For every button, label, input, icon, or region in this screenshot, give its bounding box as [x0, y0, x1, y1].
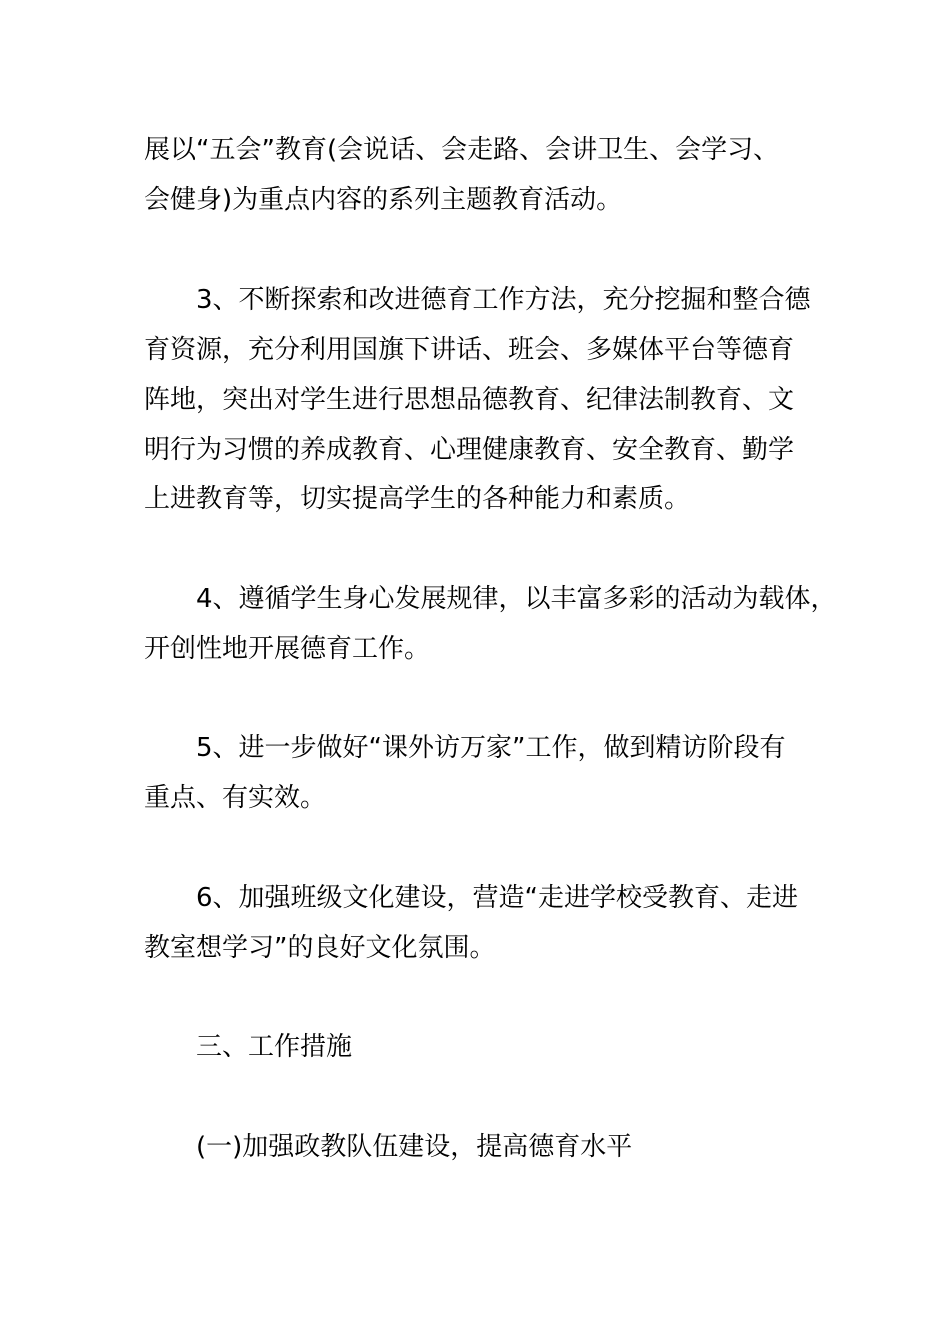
paragraph-1-line-2: 会健身)为重点内容的系列主题教育活动。 — [144, 185, 623, 215]
paragraph-2-line-2: 育资源，充分利用国旗下讲话、班会、多媒体平台等德育 — [144, 335, 795, 365]
paragraph-2-line-5: 上进教育等，切实提高学生的各种能力和素质。 — [144, 484, 691, 514]
subsection-heading-1: (一)加强政教队伍建设，提高德育水平 — [196, 1132, 633, 1162]
paragraph-3-line-1: 4、遵循学生身心发展规律，以丰富多彩的活动为载体， — [196, 584, 837, 614]
paragraph-4-line-1: 5、进一步做好“课外访万家”工作，做到精访阶段有 — [196, 733, 786, 763]
paragraph-1-line-1: 展以“五会”教育(会说话、会走路、会讲卫生、会学习、 — [144, 135, 780, 165]
section-heading-work-measures: 三、工作措施 — [196, 1032, 353, 1062]
paragraph-2-line-4: 明行为习惯的养成教育、心理健康教育、安全教育、勤学 — [144, 435, 795, 465]
paragraph-2-line-1: 3、不断探索和改进德育工作方法，充分挖掘和整合德 — [196, 285, 811, 315]
paragraph-3-line-2: 开创性地开展德育工作。 — [144, 634, 431, 664]
paragraph-5-line-2: 教室想学习”的良好文化氛围。 — [144, 933, 496, 963]
paragraph-5-line-1: 6、加强班级文化建设，营造“走进学校受教育、走进 — [196, 883, 799, 913]
paragraph-4-line-2: 重点、有实效。 — [144, 783, 327, 813]
paragraph-2-line-3: 阵地，突出对学生进行思想品德教育、纪律法制教育、文 — [144, 385, 795, 415]
